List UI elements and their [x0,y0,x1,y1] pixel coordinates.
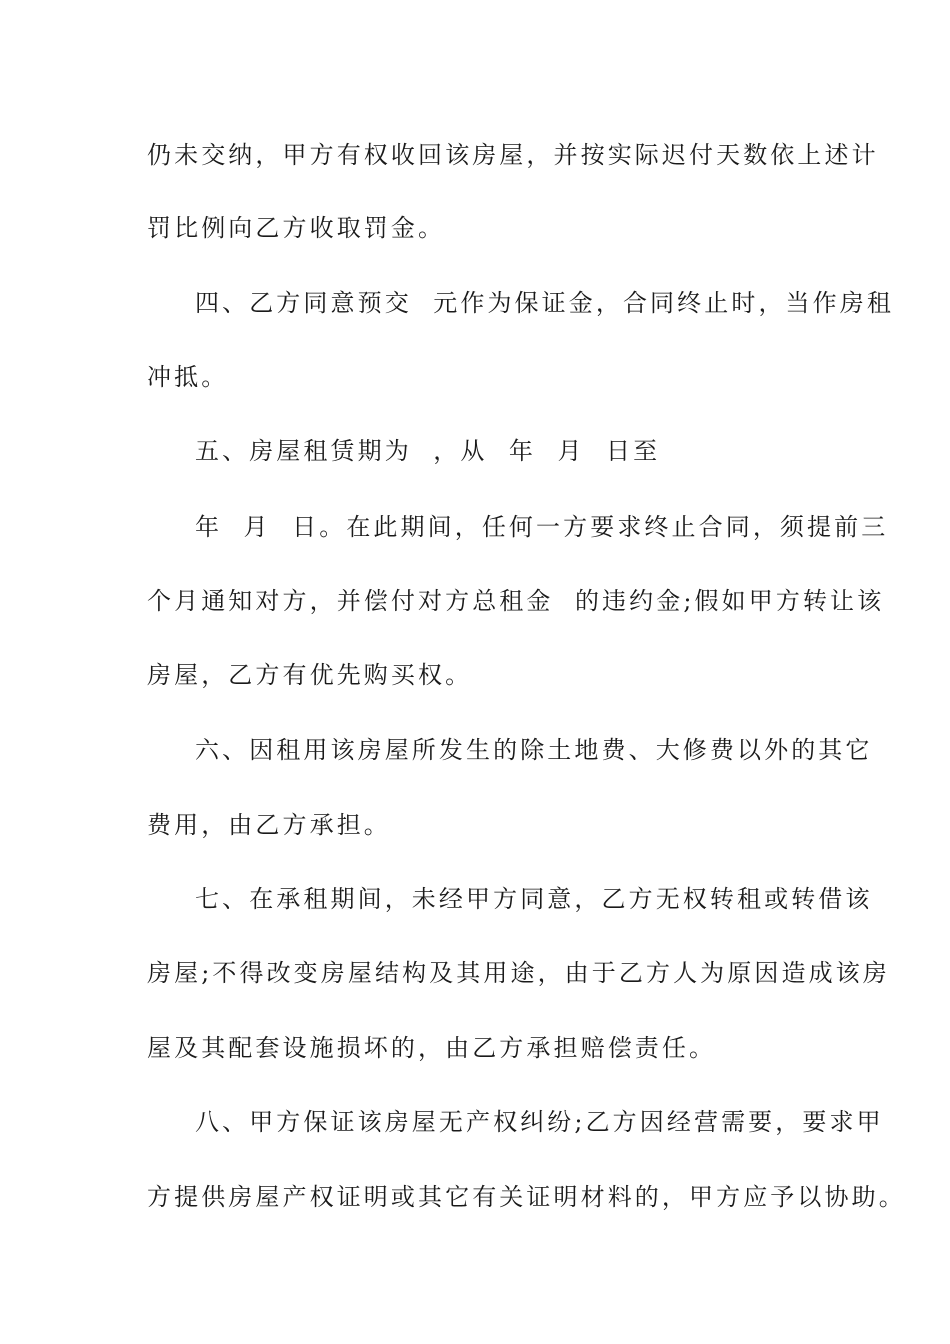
text-line: 冲抵。 [147,363,229,391]
text-line: 费用，由乙方承担。 [147,811,391,839]
text-line: 房屋;不得改变房屋结构及其用途，由于乙方人为原因造成该房 [147,959,890,987]
text-line: 四、乙方同意预交 元作为保证金，合同终止时，当作房租 [195,289,894,317]
text-line: 屋及其配套设施损坏的，由乙方承担赔偿责任。 [147,1034,717,1062]
text-line: 罚比例向乙方收取罚金。 [147,214,446,242]
text-line: 六、因租用该房屋所发生的除土地费、大修费以外的其它 [195,736,873,764]
text-line: 年 月 日。在此期间，任何一方要求终止合同，须提前三 [195,513,889,541]
text-line: 八、甲方保证该房屋无产权纠纷;乙方因经营需要，要求甲 [195,1108,884,1136]
text-line: 房屋，乙方有优先购买权。 [147,661,473,689]
text-line: 七、在承租期间，未经甲方同意，乙方无权转租或转借该 [195,885,873,913]
text-line: 个月通知对方，并偿付对方总租金 的违约金;假如甲方转让该 [147,587,885,615]
text-line: 五、房屋租赁期为 ，从 年 月 日至 [195,437,661,465]
text-line: 仍未交纳，甲方有权收回该房屋，并按实际迟付天数依上述计 [147,141,879,169]
text-line: 方提供房屋产权证明或其它有关证明材料的，甲方应予以协助。 [147,1183,906,1211]
